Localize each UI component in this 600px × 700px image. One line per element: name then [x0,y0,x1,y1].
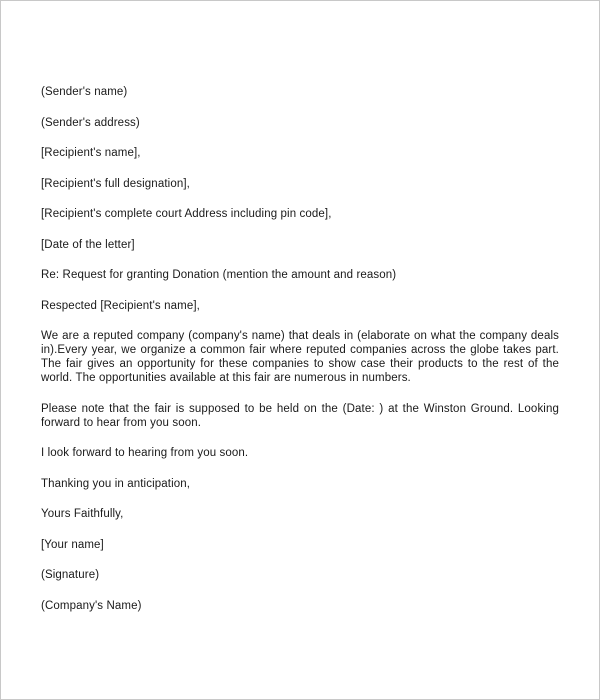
letter-line: (Sender's name) [41,86,128,98]
letter-line: I look forward to hearing from you soon. [41,447,249,459]
letter-paragraph: Please note that the fair is supposed to be held on the (Date: ) at the Winston Ground. Looking forward to hear from you soon. [41,402,559,429]
letter-line: Yours Faithfully, [41,508,124,520]
letter-line: Re: Request for granting Donation (mention the amount and reason) [41,269,397,281]
letter-line: Thanking you in anticipation, [41,477,191,490]
letter-line: (Company's Name) [41,599,142,612]
letter-line: (Sender's address) [41,116,140,129]
letter-line: [Recipient's name], [41,147,141,159]
letter-body [41,85,559,613]
letter-line: [Date of the letter] [41,238,135,251]
letter-line: [Recipient's complete court Address including pin code], [41,208,332,220]
letter-line: [Recipient's full designation], [41,177,190,190]
letter-line: [Your name] [41,538,104,551]
letter-line: (Signature) [41,569,100,581]
letter-line: Respected [Recipient's name], [41,299,200,312]
letter-paragraph: We are a reputed company (company's name) that deals in (elaborate on what the company deals in).Every year, we organize a common fair where reputed companies across the globe takes part. The fair gives an opportunity for these companies to show case their products to the rest of the world. The opportunities available at this fair are numerous in numbers. [41,330,559,384]
